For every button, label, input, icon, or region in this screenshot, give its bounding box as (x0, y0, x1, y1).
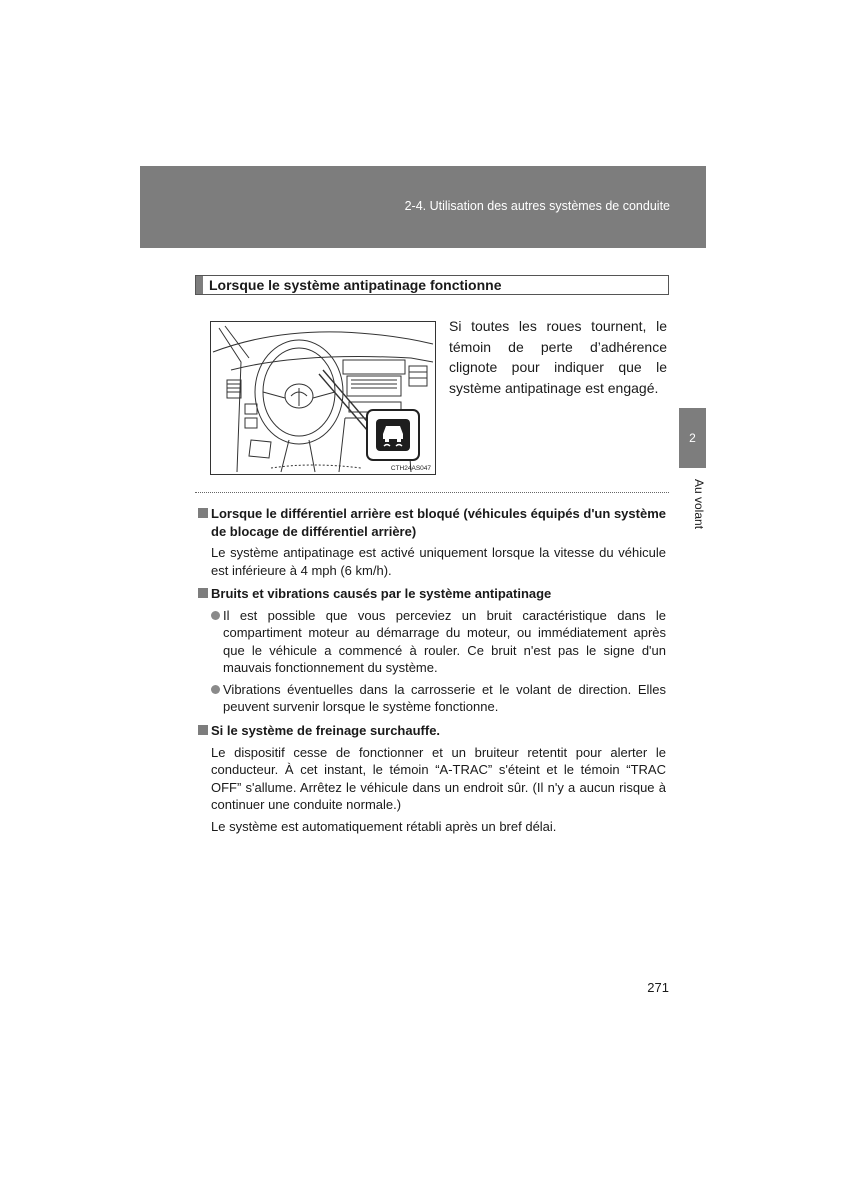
note-brake-overheat (198, 722, 666, 835)
note-paragraph: Le système est automatiquement rétabli après un bref délai. (211, 818, 557, 834)
list-item-text: Vibrations éventuelles dans la carrosserie et le volant de direction. Elles peuvent survenir lorsque le système fonctionne. (223, 681, 666, 714)
note-rear-differential (198, 505, 666, 579)
note-heading (198, 505, 666, 540)
note-paragraph: Le système antipatinage est activé uniquement lorsque la vitesse du véhicule est inférieure à 4 mph (6 km/h). (211, 545, 666, 578)
circle-bullet-icon (211, 611, 220, 620)
list-item (198, 681, 666, 716)
note-noises-vibrations (198, 585, 666, 716)
list-item (198, 607, 666, 677)
note-paragraph: Le dispositif cesse de fonctionner et un bruiteur retentit pour alerter le conducteur. À cet instant, le témoin “A-TRAC” s'éteint et le témoin “TRAC OFF” s'allume. Arrêtez le véhicule dans un endroit sûr. (Il n'y a aucun risque à continuer une conduite normale.) (211, 744, 666, 812)
note-heading (198, 585, 666, 603)
section-heading-text: Lorsque le système antipatinage fonctionne (209, 277, 502, 293)
list-item-text: Il est possible que vous perceviez un bruit caractéristique dans le compartiment moteur au démarrage du moteur, ou immédiatement après que le véhicule a commencé à rouler. Ce bruit n'est pas le signe d'un mauvais fonctionnement du système. (223, 607, 666, 675)
square-bullet-icon (198, 725, 208, 735)
chapter-header-band (140, 166, 706, 248)
chapter-tab-number: 2 (679, 408, 706, 468)
note-heading-text: Bruits et vibrations causés par le système antipatinage (211, 586, 552, 601)
section-intro-text: Si toutes les roues tournent, le témoin de perte d’adhérence clignote pour indiquer que le système antipatinage est engagé. (449, 318, 667, 396)
note-heading-text: Lorsque le différentiel arrière est bloqué (véhicules équipés d'un système de blocage de différentiel arrière) (211, 506, 666, 539)
chapter-tab-label: Au volant (692, 478, 706, 530)
square-bullet-icon (198, 508, 208, 518)
illustration-code: CTH24AS047 (390, 465, 431, 472)
circle-bullet-icon (211, 685, 220, 694)
section-divider (195, 492, 669, 493)
section-heading (195, 275, 669, 295)
page-number: 271 (647, 980, 669, 995)
section-heading-bar (196, 276, 203, 294)
dashboard-illustration (210, 321, 436, 475)
note-heading-text: Si le système de freinage surchauffe. (211, 723, 441, 738)
note-heading (198, 722, 666, 740)
square-bullet-icon (198, 588, 208, 598)
dashboard-drawing (211, 322, 435, 474)
chapter-title: 2-4. Utilisation des autres systèmes de conduite (404, 199, 670, 213)
